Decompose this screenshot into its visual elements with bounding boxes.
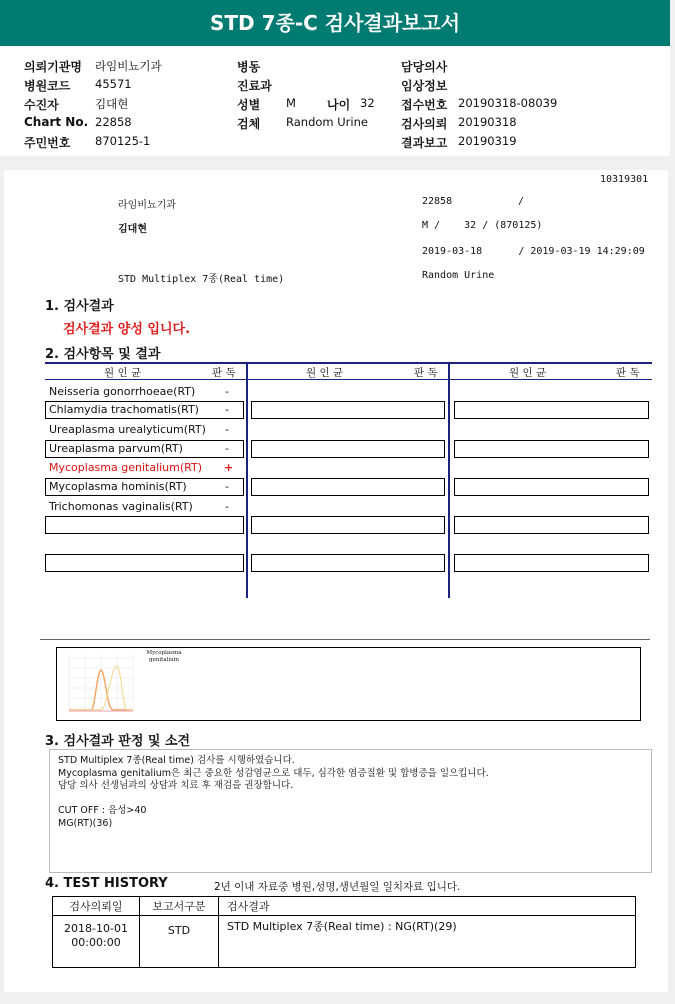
report-dates: 2019-03-18 / 2019-03-19 14:29:09 <box>422 246 645 257</box>
header-value-hospital-code: 45571 <box>95 77 132 91</box>
row-box <box>251 554 445 572</box>
header-label-report-date: 결과보고 <box>401 136 448 150</box>
history-type: STD <box>140 916 219 968</box>
pathogen-name: Ureaplasma urealyticum(RT) <box>49 423 206 436</box>
header-value-sex: M <box>286 96 296 110</box>
report-test-name: STD Multiplex 7종(Real time) <box>118 274 285 285</box>
row-box <box>251 440 445 458</box>
header-value-clinic: 라임비뇨기과 <box>95 59 162 73</box>
header-value-rrn: 870125-1 <box>95 134 151 148</box>
row-box <box>454 401 649 419</box>
col2-pathogen-header: 원 인 균 <box>306 367 344 379</box>
pathogen-name: Neisseria gonorrhoeae(RT) <box>49 385 196 398</box>
row-box <box>251 478 445 496</box>
remarks-text: STD Multiplex 7종(Real time) 검사를 시행하였습니다. Mycoplasma genitalium은 최근 중요한 성감염균으로 대두, 심각한 염증질환 및 합병증을 일으킵니다. 담당 의사 선생님과의 상담과 치료 후 재검을 권장합니다. CUT OFF : 음성>40 MG(RT)(36) <box>58 755 489 829</box>
history-table <box>52 896 636 968</box>
report-paper <box>4 170 668 992</box>
pathogen-result: - <box>225 480 229 493</box>
header-label-sex: 성별 <box>237 98 261 112</box>
section1-title: 1. 검사결과 <box>45 299 114 314</box>
history-note: 2년 이내 자료중 병원,성명,생년월일 일치자료 입니다. <box>214 881 461 893</box>
header-label-hospital-code: 병원코드 <box>24 79 71 93</box>
pathogen-result: - <box>225 442 229 455</box>
header-value-specimen: Random Urine <box>286 115 368 129</box>
header-label-rrn: 주민번호 <box>24 136 71 150</box>
report-sex-age: M / 32 / (870125) <box>422 220 543 231</box>
pathogen-result: - <box>225 385 229 398</box>
history-header-date: 검사의뢰일 <box>53 897 140 916</box>
header-value-request-date: 20190318 <box>458 115 517 129</box>
pathogen-result: - <box>225 500 229 513</box>
col1-pathogen-header: 원 인 균 <box>104 367 142 379</box>
header-label-receipt-no: 접수번호 <box>401 98 448 112</box>
history-result: STD Multiplex 7종(Real time) : NG(RT)(29) <box>219 916 636 968</box>
row-box <box>45 516 244 534</box>
graph-frame <box>56 647 641 721</box>
header-value-receipt-no: 20190318-08039 <box>458 96 558 110</box>
table-divider-2 <box>448 362 450 598</box>
pathogen-result: - <box>225 403 229 416</box>
section4-title: 4. TEST HISTORY <box>45 876 168 891</box>
table-divider-1 <box>246 362 248 598</box>
header-label-department: 진료과 <box>237 79 272 93</box>
header-value-patient: 김대현 <box>95 97 129 111</box>
history-row <box>53 916 636 968</box>
pathogen-result: - <box>225 423 229 436</box>
row-box <box>454 516 649 534</box>
pathogen-name: Mycoplasma hominis(RT) <box>49 480 187 493</box>
header-label-patient: 수진자 <box>24 98 59 112</box>
table-top-rule <box>45 362 652 364</box>
history-header-type: 보고서구분 <box>140 897 219 916</box>
col2-judge-header: 판 독 <box>414 367 438 379</box>
header-label-chart: Chart No. <box>24 115 89 129</box>
history-date: 2018-10-01 00:00:00 <box>53 916 140 968</box>
section2-title: 2. 검사항목 및 결과 <box>45 347 161 362</box>
pathogen-name-positive: Mycoplasma genitalium(RT) <box>49 461 203 474</box>
row-box <box>454 440 649 458</box>
header-label-request-date: 검사의뢰 <box>401 117 448 131</box>
header-label-clinical-info: 임상정보 <box>401 79 448 93</box>
pathogen-name: Chlamydia trachomatis(RT) <box>49 403 199 416</box>
pathogen-name: Ureaplasma parvum(RT) <box>49 442 183 455</box>
row-box <box>251 401 445 419</box>
col3-pathogen-header: 원 인 균 <box>509 367 547 379</box>
row-box <box>454 478 649 496</box>
col1-judge-header: 판 독 <box>212 367 236 379</box>
row-box <box>251 516 445 534</box>
header-label-specimen: 검체 <box>237 117 261 131</box>
report-patient: 김대현 <box>118 224 147 235</box>
pathogen-name: Trichomonas vaginalis(RT) <box>49 500 193 513</box>
col3-judge-header: 판 독 <box>616 367 640 379</box>
graph-legend-label: Mycoplasma genitalium <box>146 650 182 663</box>
row-box <box>45 554 244 572</box>
report-specimen: Random Urine <box>422 270 495 281</box>
header-label-age: 나이 <box>327 98 351 112</box>
header-label-clinic: 의뢰기관명 <box>24 60 82 74</box>
header-label-ward: 병동 <box>237 60 261 74</box>
report-chart-separator: / <box>518 196 525 207</box>
report-id: 10319301 <box>600 174 649 185</box>
report-clinic: 라임비뇨기과 <box>118 200 176 211</box>
section-rule <box>40 639 650 640</box>
header-value-chart: 22858 <box>95 115 132 129</box>
history-header-result: 검사결과 <box>219 897 636 916</box>
header-value-report-date: 20190319 <box>458 134 517 148</box>
header-value-age: 32 <box>360 96 375 110</box>
section3-title: 3. 검사결과 판정 및 소견 <box>45 734 191 749</box>
report-title: STD 7종-C 검사결과보고서 <box>0 0 670 46</box>
report-chart: 22858 <box>422 196 453 207</box>
pathogen-result-positive: + <box>224 461 234 474</box>
header-label-doctor: 담당의사 <box>401 60 448 74</box>
report-header <box>0 46 670 156</box>
remarks-box <box>49 749 652 873</box>
section1-result: 검사결과 양성 입니다. <box>63 322 191 337</box>
row-box <box>454 554 649 572</box>
